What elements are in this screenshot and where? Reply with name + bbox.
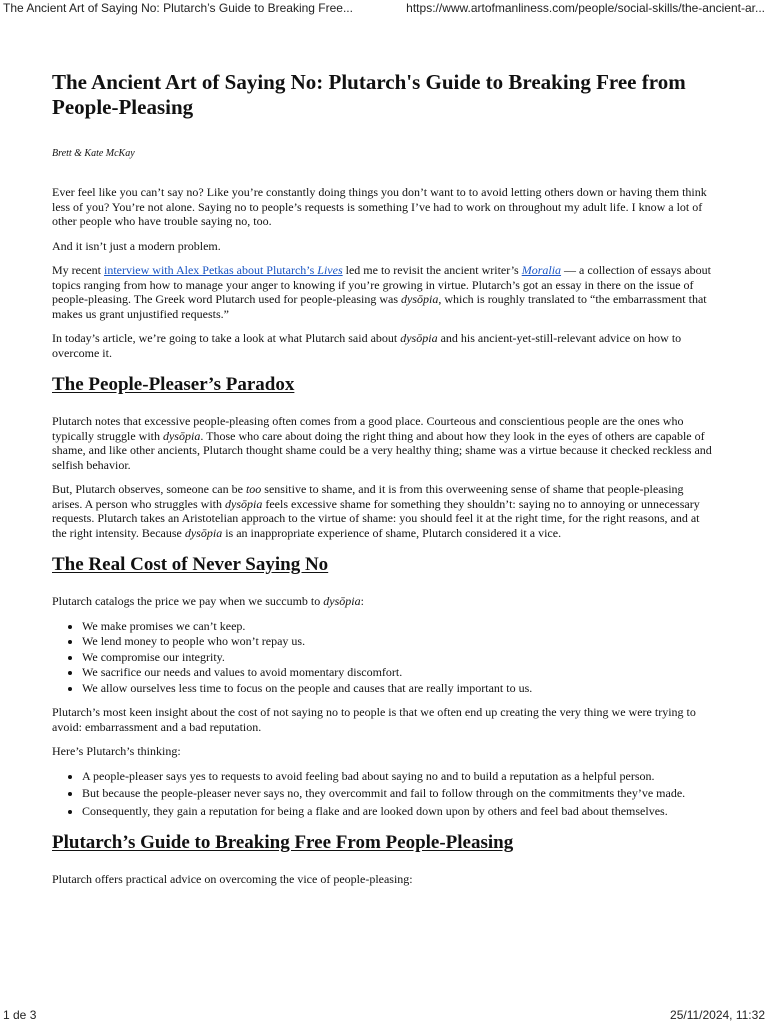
text-span: But, Plutarch observes, someone can be [52,482,246,496]
article-title: The Ancient Art of Saying No: Plutarch's Guide to Breaking Free from People-Pleasing [52,70,686,119]
section-paragraph [52,594,716,609]
intro-paragraph [52,263,716,321]
intro-paragraph [52,331,716,360]
term-dysopia: dysōpia [323,594,361,608]
list-item: • We compromise our integrity. [82,650,716,665]
section-paragraph: Plutarch offers practical advice on overcoming the vice of people-pleasing: [52,872,413,886]
costs-list [52,619,716,696]
text-span: , which is roughly translated to “the embarrassment that makes us grant unjustified requests.” [52,292,707,321]
term-dysopia: dysōpia [184,525,223,540]
list-item: • We allow ourselves less time to focus on the people and causes that are really important to us. [82,681,716,696]
term-dysopia: dysōpia [401,292,439,306]
intro-paragraph: Ever feel like you can’t say no? Like you’re constantly doing things you don’t want to to avoid letting others down or having them think less of you? You’re not alone. Saying no to people’s requests is something I’ve had to work on throughout my adult life. I know a lot of other people who have trouble saying no, too. [52,185,707,228]
intro-paragraph: And it isn’t just a modern problem. [52,238,221,253]
text-span: feels excessive shame for something they shouldn’t: saying no to annoying or unnecessary requests. Plutarch takes an Aristotelian approach to the virtue of shame: you should feel it at the right time, for the right reasons, and at the right intensity. Because [52,496,700,540]
section-paragraph: Plutarch’s most keen insight about the cost of not saying no to people is that we often end up creating the very thing we were trying to avoid: embarrassment and a bad reputation. [52,705,696,734]
term-dysopia: dysōpia [400,331,438,345]
print-header-url: https://www.artofmanliness.com/people/social-skills/the-ancient-ar... [406,1,765,15]
byline: Brett & Kate McKay [52,148,135,159]
term-dysopia: dysōpia [225,496,263,511]
list-item: • We lend money to people who won’t repay us. [82,634,716,649]
text-span: Plutarch notes that excessive people-pleasing often comes from a good place. Courteous and conscientious people are the ones who typically struggle with [52,414,684,443]
article-body [52,185,716,887]
text-span: led me to revisit the ancient writer’s [342,263,522,277]
print-datetime: 25/11/2024, 11:32 [670,1008,765,1022]
section-heading: Plutarch’s Guide to Breaking Free From People-Pleasing [52,832,514,853]
list-item: • We make promises we can’t keep. [82,619,716,634]
text-span: Plutarch catalogs the price we pay when we succumb to [52,594,324,608]
text-span: sensitive to shame, and it is from this overweening sense of shame that people-pleasing arises. A person who struggles with [52,482,684,511]
print-footer [0,1006,768,1024]
link-text-italic: Lives [317,263,343,277]
print-header-title: The Ancient Art of Saying No: Plutarch’s Guide to Breaking Free... [3,1,353,15]
page-number: 1 de 3 [3,1008,37,1022]
text-span: and his ancient-yet-still-relevant advice on how to overcome it. [52,331,682,360]
moralia-link[interactable] [522,263,561,277]
section-heading: The Real Cost of Never Saying No [52,554,329,575]
term-dysopia: dysōpia [162,428,201,443]
link-text-italic: Moralia [521,263,562,277]
section-paragraph [52,482,716,540]
link-text: interview with Alex Petkas about Plutarch’s [103,263,318,277]
section-paragraph: Here’s Plutarch’s thinking: [52,744,181,758]
section-paragraph [52,414,716,472]
print-header [0,0,768,18]
emphasis-too: too [245,482,262,496]
list-item: • A people-pleaser says yes to requests to avoid feeling bad about saying no and to build a reputation as a helpful person. [82,769,716,784]
text-span: — a collection of essays about topics ranging from how to manage your anger to knowing if you’re growing in virtue. Plutarch’s got an essay in there on the issue of people-pleasing. The Greek word Plutarch used for people-pleasing was [52,263,712,306]
interview-link[interactable] [104,263,343,277]
text-span: : [360,594,364,608]
text-span: . Those who care about doing the right thing and about how they look in the eyes of others are capable of shame, and like other ancients, Plutarch thought shame could be a very healthy thing; shame was a virtue because it checked reckless and selfish behavior. [52,428,712,472]
text-span: In today’s article, we’re going to take a look at what Plutarch said about [52,331,401,345]
text-span: is an inappropriate experience of shame, Plutarch considered it a vice. [222,525,562,540]
section-heading: The People-Pleaser’s Paradox [52,374,295,395]
list-item: • We sacrifice our needs and values to avoid momentary discomfort. [82,665,716,680]
list-item: • But because the people-pleaser never says no, they overcommit and fail to follow through on the commitments they’ve made. [82,786,716,801]
thinking-list [52,769,716,819]
article [52,70,716,897]
text-span: My recent [52,263,104,277]
list-item: • Consequently, they gain a reputation for being a flake and are looked down upon by others and feel bad about themselves. [82,804,716,819]
